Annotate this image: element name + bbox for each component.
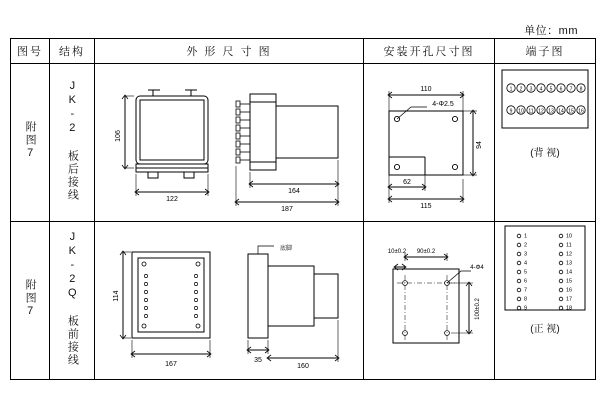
dim-110-label: 110 [420, 85, 432, 93]
cell-structure-2 [50, 222, 95, 380]
cell-fig-no-2 [11, 222, 50, 380]
dim-35: 35 [254, 356, 262, 364]
terminal-right-18: 18 [566, 305, 573, 312]
cell-mounting-2 [364, 222, 495, 380]
dim-4-phi4: 4-Φ4 [470, 264, 484, 271]
terminal-right-13: 13 [566, 260, 573, 267]
terminal-left-1: 1 [524, 233, 528, 240]
terminal-11: 11 [528, 108, 534, 115]
terminal-2: 2 [519, 86, 523, 93]
terminal-left-8: 8 [524, 296, 528, 303]
header-mounting: 安装开孔尺寸图 [364, 39, 495, 64]
table-header [11, 39, 596, 64]
terminal-6: 6 [559, 86, 563, 93]
outline-drawing-jk2 [98, 68, 360, 218]
header-row [11, 39, 596, 64]
structure-label-2: JK-2Q 板前接线 [66, 231, 79, 367]
terminal-right-12: 12 [566, 251, 573, 258]
dim-167: 167 [165, 360, 177, 368]
cell-terminal-1 [495, 64, 596, 222]
dim-62: 62 [403, 178, 411, 186]
dim-115: 115 [420, 202, 432, 210]
table-row [11, 64, 596, 222]
dim-4-phi25: 4-Φ2.5 [432, 100, 454, 108]
dim-160: 160 [297, 362, 309, 370]
terminal-9: 9 [509, 108, 513, 115]
terminal-10: 10 [518, 108, 524, 115]
terminal-5: 5 [549, 86, 553, 93]
dimension-table [10, 38, 596, 380]
fig-no-label-2: 附图7 [24, 279, 37, 319]
terminal-left-4: 4 [524, 260, 528, 267]
header-fig-no: 图号 [11, 39, 50, 64]
terminal-left-3: 3 [524, 251, 528, 258]
cell-fig-no-1 [11, 64, 50, 222]
terminal-3: 3 [529, 86, 533, 93]
header-terminal: 端子图 [495, 39, 596, 64]
mounting-drawing-jk2q [367, 227, 491, 375]
cell-mounting-1 [364, 64, 495, 222]
dim-106: 106 [115, 129, 122, 142]
terminal-right-17: 17 [566, 296, 573, 303]
cell-outline-1 [95, 64, 364, 222]
outline-drawing-jk2q [98, 226, 360, 376]
dim-164: 164 [288, 187, 300, 195]
terminal-left-7: 7 [524, 287, 528, 294]
header-structure: 结构 [50, 39, 95, 64]
dim-122: 122 [166, 195, 178, 203]
cell-structure-1 [50, 64, 95, 222]
mounting-drawing-jk2 [367, 69, 491, 217]
table-row [11, 222, 596, 380]
terminal-diagram-jk2 [498, 64, 592, 142]
terminal-8: 8 [579, 86, 583, 93]
terminal-left-5: 5 [524, 269, 528, 276]
terminal-16: 16 [578, 108, 584, 115]
terminal-left-2: 2 [524, 242, 528, 249]
header-outline: 外 形 尺 寸 图 [95, 39, 364, 64]
terminal-1: 1 [509, 86, 513, 93]
cell-terminal-2 [495, 222, 596, 380]
structure-label-1: JK-2 板后接线 [66, 80, 79, 202]
terminal-left-9: 9 [524, 305, 528, 312]
note-foot: 底脚 [279, 245, 293, 252]
terminal-left-6: 6 [524, 278, 528, 285]
terminal-box-1 [495, 64, 595, 221]
dim-10: 10±0.2 [387, 248, 407, 255]
terminal-7: 7 [569, 86, 573, 93]
cell-outline-2 [95, 222, 364, 380]
terminal-14: 14 [558, 108, 564, 115]
terminal-box-2 [495, 222, 595, 379]
terminal-15: 15 [568, 108, 574, 115]
terminal-12: 12 [538, 108, 544, 115]
terminal-4: 4 [539, 86, 543, 93]
dim-94: 94 [476, 140, 483, 149]
dim-187: 187 [281, 205, 293, 213]
terminal-13: 13 [548, 108, 554, 115]
terminal-right-10: 10 [566, 233, 573, 240]
fig-no-label-1: 附图7 [24, 121, 37, 161]
dim-90: 90±0.2 [416, 248, 436, 255]
terminal-diagram-jk2q [499, 222, 591, 318]
table-body [11, 64, 596, 380]
terminal-caption-2: (正 视) [530, 324, 560, 335]
terminal-right-15: 15 [566, 278, 573, 285]
terminal-right-16: 16 [566, 287, 573, 294]
dim-114: 114 [113, 289, 120, 302]
terminal-caption-1: (背 视) [530, 148, 560, 159]
unit-note: 单位：mm [524, 25, 578, 37]
terminal-right-11: 11 [566, 242, 572, 249]
terminal-right-14: 14 [566, 269, 573, 276]
dim-100: 100±0.2 [475, 297, 481, 320]
